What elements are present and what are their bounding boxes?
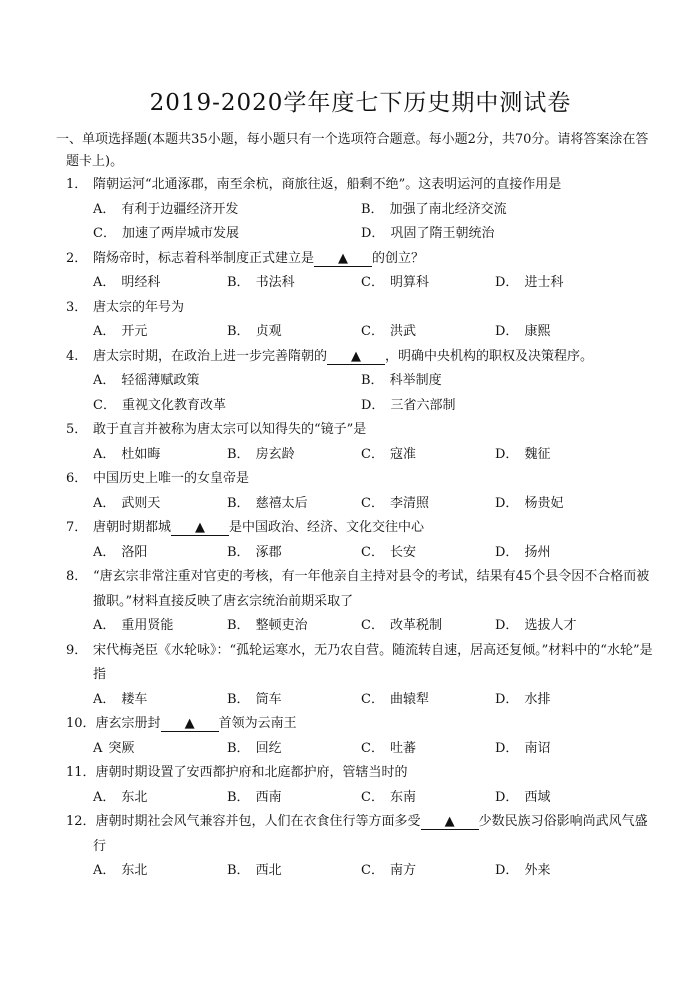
question-text: 唐太宗的年号为 <box>93 299 185 315</box>
section-heading: 一、单项选择题(本题共35小题，每小题只有一个选项符合题意。每小题2分，共70分。请将答案涂在答题卡上)。 <box>56 132 649 169</box>
option-text: 贞观 <box>255 324 282 339</box>
option-a <box>93 737 227 762</box>
option-text: 寇准 <box>389 446 416 462</box>
option-list <box>66 614 655 639</box>
option-label: B． <box>227 495 250 511</box>
option-label: D． <box>361 226 385 241</box>
option-b <box>361 198 629 223</box>
option-list <box>66 271 655 296</box>
option-d <box>495 271 629 296</box>
option-label: B． <box>227 863 250 878</box>
option-c <box>361 614 495 639</box>
option-text: 魏征 <box>524 446 551 462</box>
question-10 <box>66 712 655 761</box>
question-11 <box>66 761 655 810</box>
question-stem <box>66 761 655 786</box>
question-stem <box>66 712 655 737</box>
option-label: D． <box>495 691 519 707</box>
option-label: D． <box>495 544 519 560</box>
option-c <box>361 541 495 566</box>
option-label: B． <box>227 544 250 560</box>
option-text: 曲辕犁 <box>389 691 429 707</box>
option-text: 东南 <box>389 789 416 805</box>
option-text: 西域 <box>524 789 551 805</box>
question-text: 隋朝运河“北通涿郡，南至余杭，商旅往返，船剩不绝”。这表明运河的直接作用是 <box>93 177 562 192</box>
option-text: 洪武 <box>389 324 416 339</box>
answer-blank: ▲ <box>161 717 219 732</box>
question-number: 10． <box>66 716 96 731</box>
option-label: C． <box>361 740 384 756</box>
option-label: B． <box>227 740 250 756</box>
question-6 <box>66 467 655 516</box>
question-text: 隋炀帝时，标志着科举制度正式建立是 <box>93 250 315 266</box>
option-text: 明算科 <box>389 275 429 290</box>
question-text-tail: 的创立？ <box>372 250 425 266</box>
option-c <box>361 786 495 811</box>
option-d <box>495 859 629 884</box>
option-b <box>227 443 361 468</box>
option-label: B． <box>227 618 250 633</box>
option-text: 涿郡 <box>255 544 282 560</box>
question-2 <box>66 247 655 296</box>
option-a <box>93 443 227 468</box>
option-c <box>361 737 495 762</box>
option-a <box>93 688 227 713</box>
question-stem <box>66 247 655 272</box>
option-b <box>227 859 361 884</box>
option-list <box>66 198 655 247</box>
question-7 <box>66 516 655 565</box>
option-label: D． <box>495 863 519 878</box>
option-text: 开元 <box>121 324 148 339</box>
question-text-tail: 是中国政治、经济、文化交往中心 <box>229 520 425 535</box>
question-number: 12． <box>66 814 96 829</box>
option-a <box>93 320 227 345</box>
option-text: 康熙 <box>524 324 551 339</box>
option-text: 杜如晦 <box>121 446 161 462</box>
answer-blank: ▲ <box>314 252 372 267</box>
option-text: 书法科 <box>255 275 295 290</box>
option-a <box>93 198 361 223</box>
option-label: C． <box>361 863 384 878</box>
option-text: 水排 <box>524 691 551 707</box>
option-text: 加速了两岸城市发展 <box>121 226 239 241</box>
question-text: 唐太宗时期，在政治上进一步完善隋朝的 <box>93 348 328 364</box>
option-label: D． <box>495 740 519 756</box>
option-text: 进士科 <box>524 275 564 290</box>
option-d <box>361 394 629 419</box>
option-d <box>495 541 629 566</box>
option-d <box>495 492 629 517</box>
option-text: 扬州 <box>524 544 551 560</box>
option-label: D． <box>361 397 385 413</box>
question-3 <box>66 296 655 345</box>
option-text: 东北 <box>121 863 148 878</box>
option-label: B． <box>227 275 250 290</box>
option-list <box>66 737 655 762</box>
option-b <box>227 492 361 517</box>
option-d <box>495 737 629 762</box>
option-label: A． <box>93 495 116 511</box>
option-d <box>495 786 629 811</box>
answer-blank: ▲ <box>421 815 479 830</box>
question-stem <box>66 173 655 198</box>
option-c <box>361 443 495 468</box>
option-text: 轻徭薄赋政策 <box>121 373 200 388</box>
question-number: 8． <box>66 569 88 584</box>
option-label: B． <box>361 201 384 217</box>
option-text: 选拔人才 <box>524 618 577 633</box>
option-b <box>361 369 629 394</box>
option-text: 南方 <box>389 863 416 878</box>
option-b <box>227 271 361 296</box>
question-text: 唐朝时期都城 <box>93 520 172 535</box>
option-label: D． <box>495 495 519 511</box>
option-text: 三省六部制 <box>390 397 456 413</box>
option-label: A． <box>93 446 116 462</box>
question-number: 6． <box>66 471 88 486</box>
option-a <box>93 541 227 566</box>
question-12 <box>66 810 655 884</box>
option-label: C． <box>361 544 384 560</box>
option-list <box>66 492 655 517</box>
question-number: 1． <box>66 177 88 192</box>
option-text: 巩固了隋王朝统治 <box>390 226 495 241</box>
question-number: 2． <box>66 250 88 266</box>
option-label: D． <box>495 275 519 290</box>
question-text: “唐玄宗非常注重对官吏的考核，有一年他亲自主持对县令的考试，结果有45个县令因不合格而被撤职。”材料直接反映了唐玄宗统治前期采取了 <box>93 569 650 609</box>
option-text: 耧车 <box>121 691 148 707</box>
option-label: B． <box>227 324 250 339</box>
option-label: C． <box>361 446 384 462</box>
option-label: C． <box>361 618 384 633</box>
question-number: 3． <box>66 299 88 315</box>
question-number: 11． <box>66 765 96 780</box>
option-list <box>66 859 655 884</box>
option-a <box>93 271 227 296</box>
option-list <box>66 443 655 468</box>
option-label: D． <box>495 324 519 339</box>
option-label: D． <box>495 618 519 633</box>
option-list <box>66 541 655 566</box>
option-d <box>495 688 629 713</box>
option-text: 改革税制 <box>389 618 442 633</box>
option-label: B． <box>227 691 250 707</box>
option-b <box>227 320 361 345</box>
question-number: 4. <box>66 348 79 364</box>
option-label: A． <box>93 201 116 217</box>
option-label: C． <box>361 789 384 805</box>
option-label: A． <box>93 691 116 707</box>
option-label: A． <box>93 373 116 388</box>
option-list <box>66 369 655 418</box>
option-text: 西北 <box>255 863 282 878</box>
page-title: 2019-2020学年度七下历史期中测试卷 <box>149 90 572 116</box>
question-text: 唐朝时期社会风气兼容并包，人们在衣食住行等方面多受 <box>95 814 421 829</box>
option-text: 东北 <box>121 789 148 805</box>
option-text: 重视文化教育改革 <box>121 397 226 413</box>
option-b <box>227 614 361 639</box>
option-text: 明经科 <box>121 275 161 290</box>
question-stem <box>66 345 655 370</box>
option-d <box>495 443 629 468</box>
option-text: 长安 <box>389 544 416 560</box>
option-text: 西南 <box>255 789 282 805</box>
option-list <box>66 688 655 713</box>
option-text: 筒车 <box>255 691 282 707</box>
option-label: B． <box>361 373 384 388</box>
option-text: 整顿吏治 <box>255 618 308 633</box>
question-text-tail: 首领为云南王 <box>218 716 297 731</box>
question-1 <box>66 173 655 247</box>
question-text-tail: 少数民族习俗影响尚武风气盛行 <box>93 814 648 854</box>
option-a <box>93 786 227 811</box>
option-text: 科举制度 <box>389 373 442 388</box>
option-a <box>93 614 227 639</box>
question-stem <box>66 565 655 614</box>
option-c <box>361 688 495 713</box>
option-label: A． <box>93 618 116 633</box>
question-number: 7． <box>66 520 88 535</box>
option-d <box>495 320 629 345</box>
question-text: 宋代梅尧臣《水轮咏》：“孤轮运寒水，无乃农自营。随流转自速，居高还复倾。”材料中的“水轮”是指 <box>93 642 653 682</box>
option-label: A <box>93 740 103 756</box>
option-list <box>66 786 655 811</box>
option-label: C． <box>93 397 116 413</box>
option-text: 杨贵妃 <box>524 495 564 511</box>
option-label: C． <box>361 324 384 339</box>
question-text: 唐玄宗册封 <box>95 716 161 731</box>
option-text: 慈禧太后 <box>255 495 308 511</box>
option-label: D． <box>495 446 519 462</box>
option-text: 南诏 <box>524 740 551 756</box>
option-text: 武则天 <box>121 495 161 511</box>
question-stem <box>66 516 655 541</box>
question-text: 敢于直言并被称为唐太宗可以知得失的“镜子”是 <box>93 422 367 437</box>
question-9 <box>66 639 655 713</box>
option-b <box>227 737 361 762</box>
option-label: B． <box>227 446 250 462</box>
option-text: 外来 <box>524 863 551 878</box>
option-label: C． <box>361 691 384 707</box>
option-text: 吐蕃 <box>389 740 416 756</box>
option-b <box>227 786 361 811</box>
option-b <box>227 541 361 566</box>
question-list <box>66 173 655 884</box>
question-5 <box>66 418 655 467</box>
option-label: C． <box>361 495 384 511</box>
option-d <box>361 222 629 247</box>
question-number: 5． <box>66 422 88 437</box>
option-c <box>93 394 361 419</box>
option-label: B． <box>227 789 250 805</box>
option-text: 回纥 <box>255 740 282 756</box>
option-label: D． <box>495 789 519 805</box>
question-4 <box>66 345 655 419</box>
option-c <box>361 271 495 296</box>
option-text: 有利于边疆经济开发 <box>121 201 239 217</box>
option-text: 洛阳 <box>121 544 148 560</box>
option-text: 李清照 <box>389 495 429 511</box>
question-text: 唐朝时期设置了安西都护府和北庭都护府，管辖当时的 <box>95 765 408 780</box>
option-label: A． <box>93 863 116 878</box>
option-c <box>361 320 495 345</box>
answer-blank: ▲ <box>171 521 229 536</box>
question-stem <box>66 639 655 688</box>
option-label: A． <box>93 544 116 560</box>
option-label: A． <box>93 789 116 805</box>
option-a <box>93 492 227 517</box>
option-text: 重用贤能 <box>121 618 174 633</box>
question-text-tail: ，明确中央机构的职权及决策程序。 <box>385 348 594 364</box>
option-list <box>66 320 655 345</box>
question-number: 9． <box>66 642 88 658</box>
option-a <box>93 859 227 884</box>
option-text: 突厥 <box>108 740 135 756</box>
option-a <box>93 369 361 394</box>
option-text: 房玄龄 <box>255 446 295 462</box>
option-text: 加强了南北经济交流 <box>389 201 507 217</box>
question-stem <box>66 418 655 443</box>
option-b <box>227 688 361 713</box>
option-label: C． <box>361 275 384 290</box>
question-stem <box>66 810 655 859</box>
option-c <box>361 859 495 884</box>
answer-blank: ▲ <box>327 350 385 365</box>
option-d <box>495 614 629 639</box>
question-stem <box>66 467 655 492</box>
question-8 <box>66 565 655 639</box>
option-c <box>93 222 361 247</box>
option-c <box>361 492 495 517</box>
question-stem <box>66 296 655 321</box>
option-label: A． <box>93 324 116 339</box>
option-label: C． <box>93 226 116 241</box>
option-label: A． <box>93 275 116 290</box>
question-text: 中国历史上唯一的女皇帝是 <box>93 471 250 486</box>
